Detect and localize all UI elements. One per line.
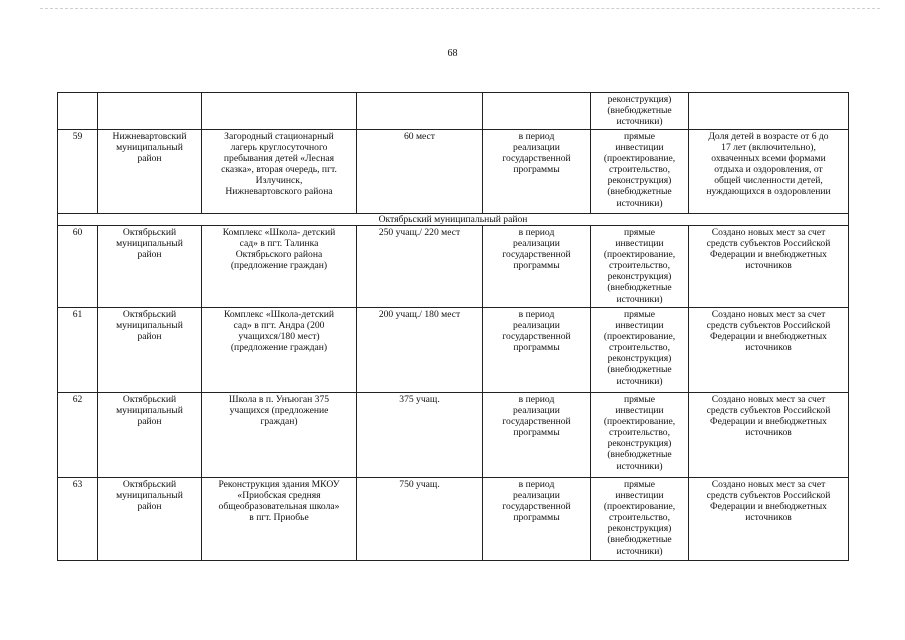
page-number: 68 [447,48,458,59]
cell-number: 62 [58,393,98,478]
cell-object: Загородный стационарный лагерь круглосуточного пребывания детей «Лесная сказка», вторая очередь, пгт. Излучинск, Нижневартовского района [202,130,357,214]
cell-object: Комплекс «Школа-детский сад» в пгт. Андра (200 учащихся/180 мест) (предложение граждан) [202,308,357,393]
cell-funding: прямые инвестиции (проектирование, строительство, реконструкция) (внебюджетные источники) [591,308,689,393]
table-row [58,130,849,214]
table-row [58,308,849,393]
table-row-continuation [58,93,849,130]
table-row [58,393,849,478]
table-row [58,226,849,308]
scan-artifact-line [40,8,880,9]
cell-object: Комплекс «Школа- детский сад» в пгт. Талинка Октябрьского района (предложение граждан) [202,226,357,308]
cell-funding: реконструкция) (внебюджетные источники) [591,93,689,130]
cell-capacity [357,93,483,130]
section-header-row [58,214,849,226]
cell-number [58,93,98,130]
cell-capacity: 750 учащ. [357,478,483,561]
cell-capacity: 250 учащ./ 220 мест [357,226,483,308]
cell-result: Создано новых мест за счет средств субъектов Российской Федерации и внебюджетных источников [689,478,849,561]
section-header: Октябрьский муниципальный район [58,214,849,226]
cell-municipality: Нижневартовский муниципальный район [98,130,202,214]
cell-period: в период реализации государственной программы [483,393,591,478]
cell-capacity: 200 учащ./ 180 мест [357,308,483,393]
cell-result: Доля детей в возрасте от 6 до 17 лет (включительно), охваченных всеми формами отдыха и оздоровления, от общей численности детей, нуждающихся в оздоровлении [689,130,849,214]
cell-object: Школа в п. Унъюган 375 учащихся (предложение граждан) [202,393,357,478]
cell-object [202,93,357,130]
cell-funding: прямые инвестиции (проектирование, строительство, реконструкция) (внебюджетные источники) [591,393,689,478]
cell-object: Реконструкция здания МКОУ «Приобская средняя общеобразовательная школа» в пгт. Приобье [202,478,357,561]
cell-capacity: 60 мест [357,130,483,214]
investment-objects-table [57,92,849,561]
cell-period: в период реализации государственной программы [483,478,591,561]
cell-municipality: Октябрьский муниципальный район [98,226,202,308]
cell-number: 61 [58,308,98,393]
cell-municipality: Октябрьский муниципальный район [98,478,202,561]
cell-result: Создано новых мест за счет средств субъектов Российской Федерации и внебюджетных источников [689,308,849,393]
cell-municipality: Октябрьский муниципальный район [98,308,202,393]
cell-period: в период реализации государственной программы [483,130,591,214]
cell-period: в период реализации государственной программы [483,308,591,393]
cell-number: 60 [58,226,98,308]
cell-result: Создано новых мест за счет средств субъектов Российской Федерации и внебюджетных источников [689,226,849,308]
cell-funding: прямые инвестиции (проектирование, строительство, реконструкция) (внебюджетные источники) [591,478,689,561]
cell-number: 63 [58,478,98,561]
cell-funding: прямые инвестиции (проектирование, строительство, реконструкция) (внебюджетные источники) [591,226,689,308]
cell-capacity: 375 учащ. [357,393,483,478]
cell-municipality [98,93,202,130]
cell-result [689,93,849,130]
cell-funding: прямые инвестиции (проектирование, строительство, реконструкция) (внебюджетные источники) [591,130,689,214]
cell-period: в период реализации государственной программы [483,226,591,308]
table-row [58,478,849,561]
cell-municipality: Октябрьский муниципальный район [98,393,202,478]
cell-number: 59 [58,130,98,214]
cell-period [483,93,591,130]
cell-result: Создано новых мест за счет средств субъектов Российской Федерации и внебюджетных источников [689,393,849,478]
